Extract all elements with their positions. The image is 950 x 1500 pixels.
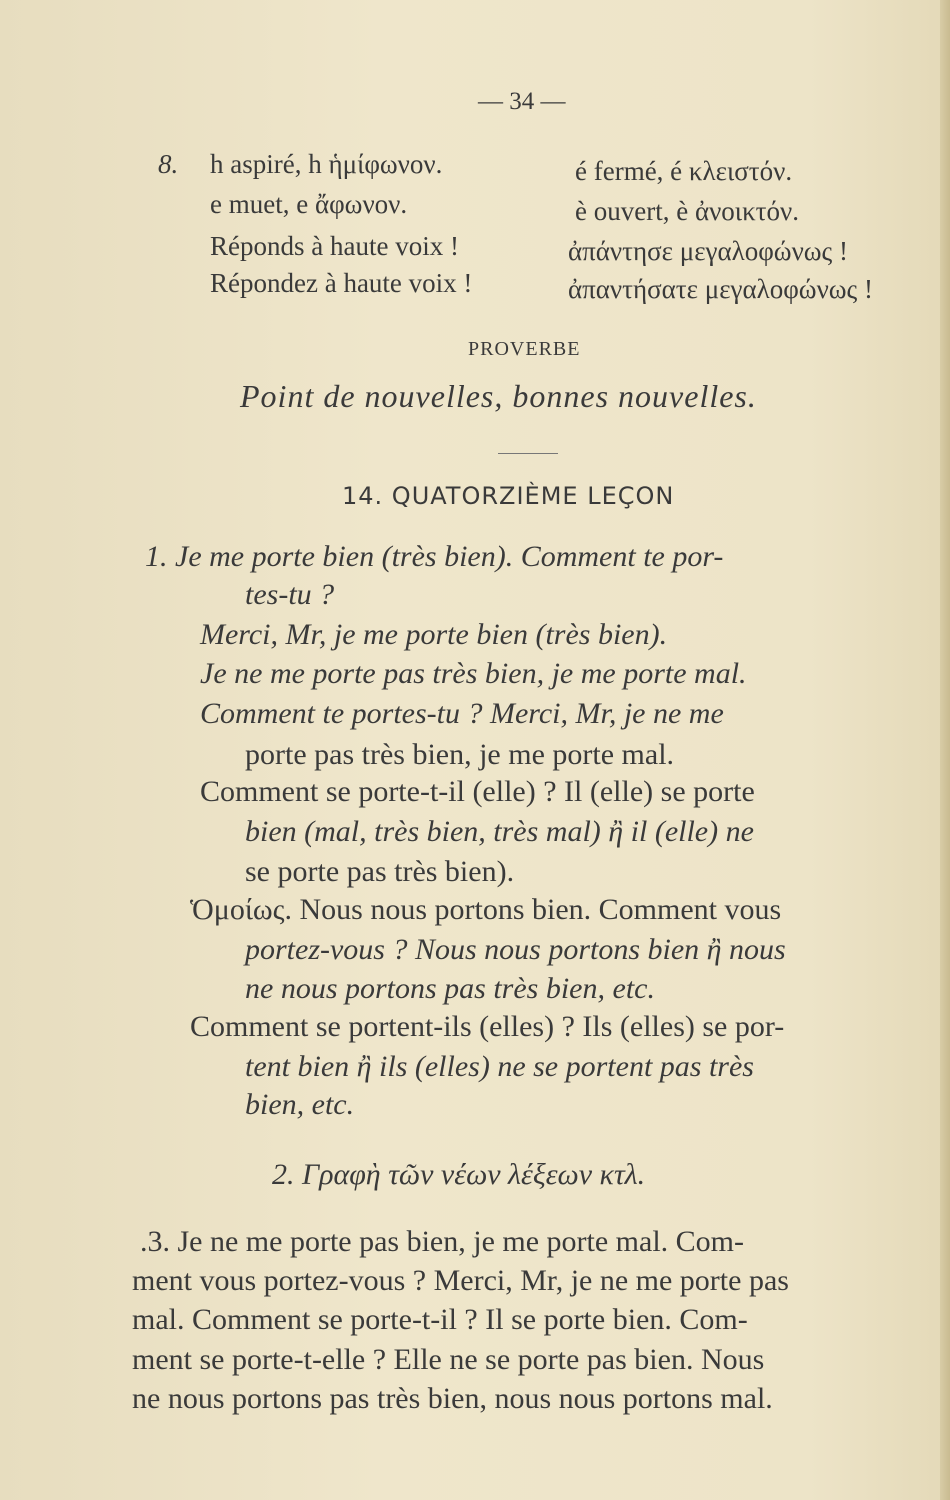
lesson-line: 1. Je me porte bien (très bien). Comment te por- [145, 540, 724, 573]
pron-right-3: ἀπάντησε μεγαλοφώνως ! [568, 236, 848, 266]
exercise-line: .3. Je ne me porte pas bien, je me porte mal. Com- [140, 1225, 744, 1258]
lesson-line: Je ne me porte pas très bien, je me porte mal. [200, 657, 747, 690]
lesson-line: Comment te portes-tu ? Merci, Mr, je ne me [200, 697, 724, 730]
pron-right-4: ἀπαντήσατε μεγαλοφώνως ! [568, 274, 873, 304]
lesson-title: 14. QUATORZIÈME LEÇON [342, 482, 675, 510]
exercise-line: ment vous portez-vous ? Merci, Mr, je ne me porte pas [132, 1264, 789, 1297]
lesson-line: Ὁμοίως. Nous nous portons bien. Comment vous [190, 893, 782, 926]
lesson-line: ne nous portons pas très bien, etc. [245, 972, 655, 1005]
lesson-line: tent bien ἢ ils (elles) ne se portent pas très [245, 1050, 754, 1083]
proverb-heading: PROVERBE [468, 338, 581, 360]
page-edge [940, 0, 950, 1500]
pron-left-4: Répondez à haute voix ! [210, 268, 473, 298]
lesson-line: bien (mal, très bien, très mal) ἢ il (elle) ne [245, 815, 754, 848]
pron-left-3: Réponds à haute voix ! [210, 231, 459, 261]
lesson-line: bien, etc. [245, 1088, 355, 1121]
lesson-line: Merci, Mr, je me porte bien (très bien). [200, 618, 668, 651]
item-marker: 8. [158, 149, 179, 179]
divider [498, 453, 558, 454]
pron-left-1: h aspiré, h ἡμίφωνον. [210, 149, 443, 179]
exercise-line: mal. Comment se porte-t-il ? Il se porte bien. Com- [132, 1303, 748, 1336]
exercise-line: ne nous portons pas très bien, nous nous portons mal. [132, 1382, 773, 1415]
pron-right-1: é fermé, é κλειστόν. [575, 156, 793, 186]
lesson-line: Comment se porte-t-il (elle) ? Il (elle) se porte [200, 775, 755, 808]
page-number: — 34 — [478, 88, 566, 115]
exercise-line: ment se porte-t-elle ? Elle ne se porte pas bien. Nous [132, 1343, 765, 1376]
pron-right-2: è ouvert, è ἀνοικτόν. [575, 196, 799, 226]
lesson-line: porte pas très bien, je me porte mal. [245, 738, 675, 771]
lesson-line: se porte pas très bien). [245, 855, 515, 888]
lesson-line: portez-vous ? Nous nous portons bien ἢ nous [245, 933, 786, 966]
lesson-line: tes-tu ? [245, 578, 335, 611]
lesson-line: Comment se portent-ils (elles) ? Ils (elles) se por- [190, 1010, 785, 1043]
proverb-text: Point de nouvelles, bonnes nouvelles. [240, 378, 757, 414]
pron-left-2: e muet, e ἄφωνον. [210, 189, 408, 219]
section-2-heading: 2. Γραφὴ τῶν νέων λέξεων κτλ. [272, 1158, 646, 1191]
